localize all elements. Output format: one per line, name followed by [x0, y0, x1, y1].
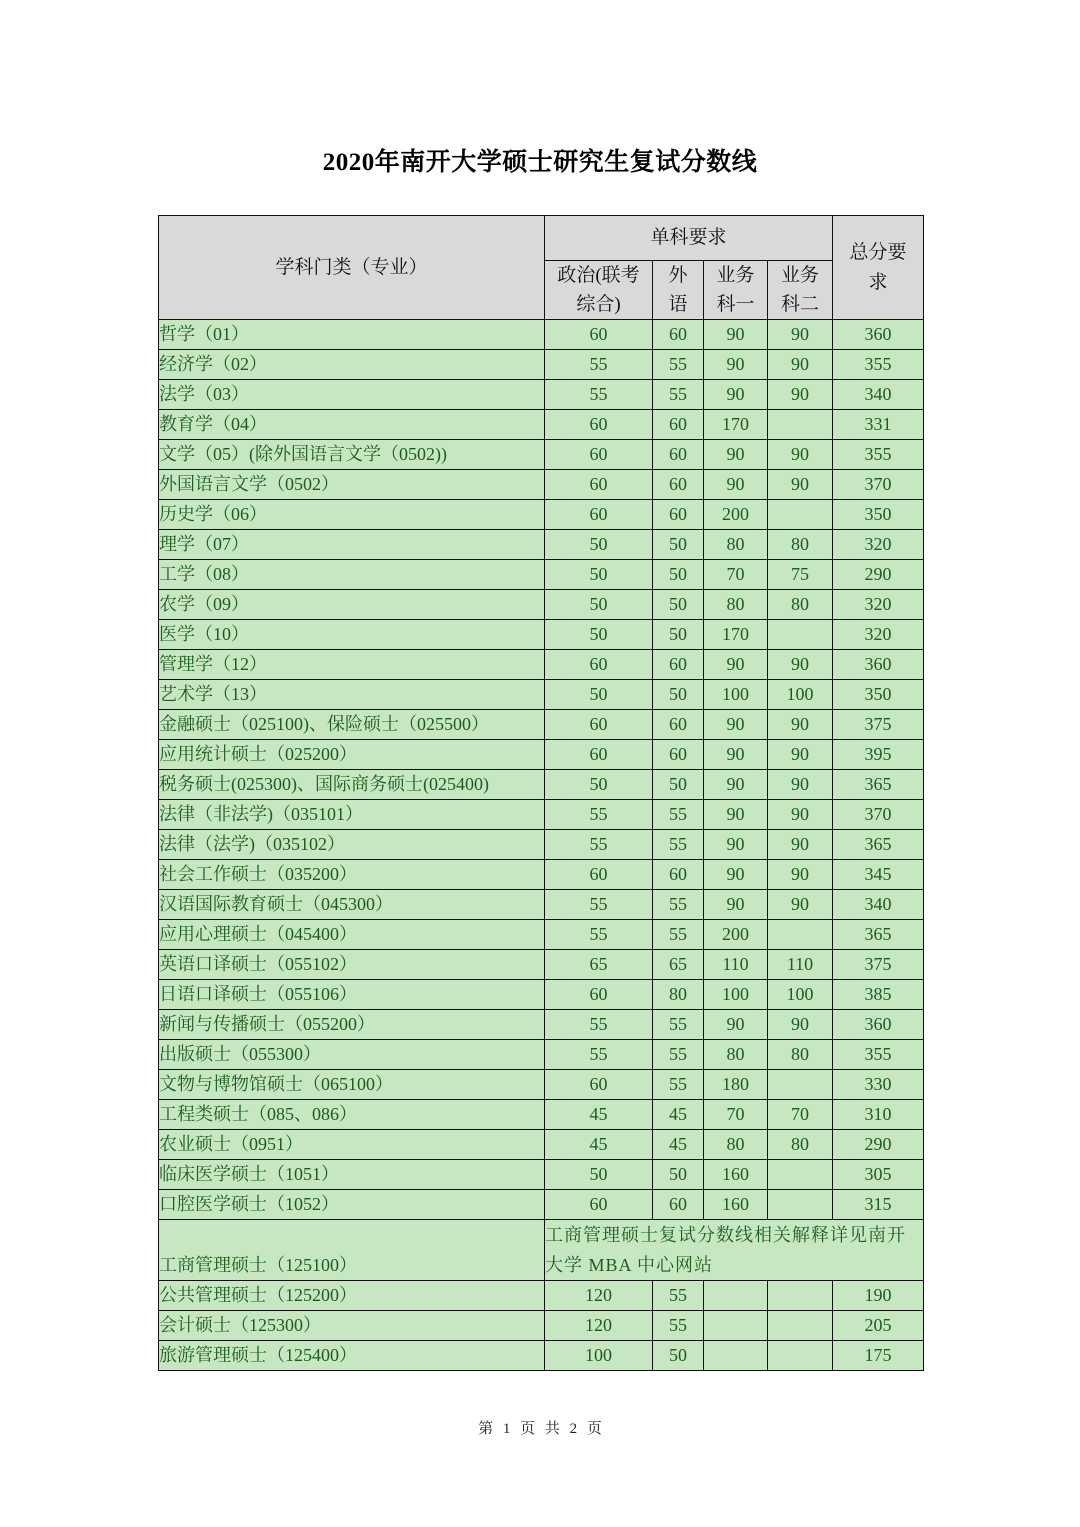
table-row: [159, 710, 924, 740]
cell-subject1: 90: [704, 350, 768, 380]
cell-total: 331: [833, 410, 924, 440]
row-name: 临床医学硕士（1051）: [159, 1160, 545, 1190]
table-row: [159, 1010, 924, 1040]
cell-foreign: 60: [653, 740, 704, 770]
cell-total: 340: [833, 380, 924, 410]
cell-foreign: 60: [653, 500, 704, 530]
cell-subject2: 90: [768, 710, 833, 740]
cell-politics: 55: [545, 1040, 653, 1070]
cell-subject1: [704, 1281, 768, 1311]
cell-subject2: [768, 920, 833, 950]
cell-subject2: [768, 410, 833, 440]
row-name: 日语口译硕士（055106）: [159, 980, 545, 1010]
row-name: 税务硕士(025300)、国际商务硕士(025400): [159, 770, 545, 800]
cell-subject2: [768, 500, 833, 530]
table-row: [159, 650, 924, 680]
cell-politics: 60: [545, 470, 653, 500]
cell-subject2: 90: [768, 650, 833, 680]
cell-total: 370: [833, 470, 924, 500]
header-subject1: [704, 261, 768, 320]
cell-foreign: 55: [653, 1040, 704, 1070]
cell-total: 350: [833, 680, 924, 710]
cell-foreign: 60: [653, 470, 704, 500]
row-name: 文物与博物馆硕士（065100）: [159, 1070, 545, 1100]
table-row: [159, 770, 924, 800]
table-row: [159, 440, 924, 470]
table-header: [159, 216, 924, 320]
row-name: 外国语言文学（0502）: [159, 470, 545, 500]
cell-subject1: 90: [704, 740, 768, 770]
table-row: [159, 890, 924, 920]
cell-total: 345: [833, 860, 924, 890]
cell-subject1: 70: [704, 1100, 768, 1130]
cell-total: 320: [833, 620, 924, 650]
cell-politics: 120: [545, 1311, 653, 1341]
header-total: [833, 216, 924, 320]
cell-foreign: 50: [653, 1160, 704, 1190]
cell-subject2: 70: [768, 1100, 833, 1130]
cell-foreign: 50: [653, 680, 704, 710]
cell-subject1: 90: [704, 1010, 768, 1040]
table-row: [159, 1040, 924, 1070]
table-row: [159, 410, 924, 440]
cell-politics: 50: [545, 620, 653, 650]
cell-politics: 50: [545, 680, 653, 710]
cell-subject2: 100: [768, 680, 833, 710]
header-total-text: 总分要求: [849, 241, 907, 293]
cell-foreign: 55: [653, 380, 704, 410]
row-name: 公共管理硕士（125200）: [159, 1281, 545, 1311]
header-subject2: [768, 261, 833, 320]
cell-politics: 50: [545, 1160, 653, 1190]
cell-politics: 60: [545, 740, 653, 770]
header-subject2-text: 业务科二: [780, 265, 819, 315]
cell-foreign: 45: [653, 1100, 704, 1130]
cell-subject1: 90: [704, 710, 768, 740]
row-name: 工商管理硕士（125100）: [159, 1220, 545, 1281]
row-name: 口腔医学硕士（1052）: [159, 1190, 545, 1220]
cell-total: 370: [833, 800, 924, 830]
cell-politics: 50: [545, 560, 653, 590]
row-name: 教育学（04）: [159, 410, 545, 440]
cell-subject1: 170: [704, 410, 768, 440]
header-category: 学科门类（专业）: [159, 216, 545, 320]
table-row: [159, 1190, 924, 1220]
cell-politics: 55: [545, 830, 653, 860]
row-name: 法律（非法学)（035101）: [159, 800, 545, 830]
cell-subject1: 90: [704, 860, 768, 890]
cell-foreign: 45: [653, 1130, 704, 1160]
mba-section: [159, 1220, 924, 1281]
row-name: 会计硕士（125300）: [159, 1311, 545, 1341]
table-row: [159, 920, 924, 950]
cell-foreign: 65: [653, 950, 704, 980]
cell-foreign: 55: [653, 890, 704, 920]
header-foreign-text: 外语: [668, 265, 688, 315]
cell-subject2: 110: [768, 950, 833, 980]
cell-total: 355: [833, 350, 924, 380]
cell-subject2: 90: [768, 470, 833, 500]
cell-foreign: 50: [653, 590, 704, 620]
table-row: [159, 1341, 924, 1371]
row-name: 旅游管理硕士（125400）: [159, 1341, 545, 1371]
cell-subject1: 90: [704, 770, 768, 800]
row-name: 文学（05）(除外国语言文学（0502)): [159, 440, 545, 470]
row-name: 农学（09）: [159, 590, 545, 620]
cell-politics: 60: [545, 410, 653, 440]
cell-subject1: 90: [704, 890, 768, 920]
row-name: 农业硕士（0951）: [159, 1130, 545, 1160]
cell-subject2: 80: [768, 530, 833, 560]
table-row: [159, 320, 924, 350]
cell-subject2: 90: [768, 740, 833, 770]
cell-politics: 45: [545, 1100, 653, 1130]
cell-subject2: [768, 1160, 833, 1190]
cell-politics: 55: [545, 380, 653, 410]
cell-total: 365: [833, 830, 924, 860]
table-row: [159, 470, 924, 500]
cell-subject2: [768, 1311, 833, 1341]
table-row: [159, 500, 924, 530]
header-foreign: [653, 261, 704, 320]
cell-subject1: 100: [704, 980, 768, 1010]
row-name: 金融硕士（025100)、保险硕士（025500）: [159, 710, 545, 740]
cell-total: 395: [833, 740, 924, 770]
cell-foreign: 55: [653, 1070, 704, 1100]
cell-total: 290: [833, 560, 924, 590]
cell-subject1: 160: [704, 1160, 768, 1190]
cell-politics: 50: [545, 530, 653, 560]
cell-foreign: 55: [653, 830, 704, 860]
page-title: 2020年南开大学硕士研究生复试分数线: [322, 149, 758, 176]
cell-total: 205: [833, 1311, 924, 1341]
header-subject1-text: 业务科一: [716, 265, 755, 315]
cell-subject1: 180: [704, 1070, 768, 1100]
table-row: [159, 1281, 924, 1311]
cell-subject2: 90: [768, 770, 833, 800]
table-row: [159, 830, 924, 860]
row-name: 工学（08）: [159, 560, 545, 590]
cell-subject1: 110: [704, 950, 768, 980]
cell-politics: 60: [545, 440, 653, 470]
header-single-subject: 单科要求: [545, 216, 833, 261]
cell-subject2: [768, 1281, 833, 1311]
table-row-mba: [159, 1220, 924, 1281]
table-row: [159, 350, 924, 380]
cell-total: 355: [833, 440, 924, 470]
cell-subject1: 80: [704, 1040, 768, 1070]
cell-politics: 60: [545, 860, 653, 890]
cell-total: 355: [833, 1040, 924, 1070]
cell-subject2: 90: [768, 800, 833, 830]
cell-subject2: 90: [768, 830, 833, 860]
cell-total: 305: [833, 1160, 924, 1190]
page-footer: 第 1 页 共 2 页: [478, 1421, 602, 1437]
cell-total: 320: [833, 530, 924, 560]
cell-foreign: 50: [653, 770, 704, 800]
cell-politics: 100: [545, 1341, 653, 1371]
cell-subject1: [704, 1311, 768, 1341]
cell-subject1: 80: [704, 1130, 768, 1160]
row-name: 管理学（12）: [159, 650, 545, 680]
cell-foreign: 60: [653, 1190, 704, 1220]
cell-total: 360: [833, 320, 924, 350]
cell-total: 320: [833, 590, 924, 620]
row-name: 法律（法学)（035102）: [159, 830, 545, 860]
cell-politics: 60: [545, 1070, 653, 1100]
cell-subject2: [768, 1070, 833, 1100]
row-name: 哲学（01）: [159, 320, 545, 350]
cell-foreign: 60: [653, 320, 704, 350]
table-row: [159, 620, 924, 650]
cell-total: 330: [833, 1070, 924, 1100]
cell-foreign: 50: [653, 530, 704, 560]
row-name: 法学（03）: [159, 380, 545, 410]
cell-subject1: 90: [704, 800, 768, 830]
table-row: [159, 740, 924, 770]
cell-total: 190: [833, 1281, 924, 1311]
cell-subject1: 100: [704, 680, 768, 710]
cell-politics: 60: [545, 980, 653, 1010]
cell-subject2: 80: [768, 1130, 833, 1160]
cell-subject1: 170: [704, 620, 768, 650]
cell-total: 375: [833, 950, 924, 980]
cell-total: 360: [833, 650, 924, 680]
cell-politics: 55: [545, 1010, 653, 1040]
row-name: 新闻与传播硕士（055200）: [159, 1010, 545, 1040]
row-name: 理学（07）: [159, 530, 545, 560]
cell-subject1: 90: [704, 470, 768, 500]
cell-subject1: 80: [704, 530, 768, 560]
cell-subject2: 90: [768, 890, 833, 920]
row-name: 应用统计硕士（025200）: [159, 740, 545, 770]
cell-foreign: 55: [653, 1010, 704, 1040]
cell-subject2: 80: [768, 590, 833, 620]
cell-total: 340: [833, 890, 924, 920]
cell-foreign: 50: [653, 1341, 704, 1371]
cell-foreign: 50: [653, 620, 704, 650]
mba-note: 工商管理硕士复试分数线相关解释详见南开大学 MBA 中心网站: [545, 1220, 924, 1281]
cell-politics: 45: [545, 1130, 653, 1160]
cell-total: 290: [833, 1130, 924, 1160]
cell-subject2: [768, 1341, 833, 1371]
row-name: 经济学（02）: [159, 350, 545, 380]
cell-politics: 50: [545, 590, 653, 620]
row-name: 艺术学（13）: [159, 680, 545, 710]
table-row: [159, 1311, 924, 1341]
cell-politics: 55: [545, 920, 653, 950]
header-politics: [545, 261, 653, 320]
table-row: [159, 680, 924, 710]
cell-politics: 120: [545, 1281, 653, 1311]
table-row: [159, 560, 924, 590]
cell-foreign: 55: [653, 1311, 704, 1341]
cell-foreign: 60: [653, 710, 704, 740]
table-row: [159, 1070, 924, 1100]
cell-total: 375: [833, 710, 924, 740]
row-name: 历史学（06）: [159, 500, 545, 530]
cell-subject1: 90: [704, 440, 768, 470]
cell-subject2: 90: [768, 350, 833, 380]
cell-total: 360: [833, 1010, 924, 1040]
cell-total: 315: [833, 1190, 924, 1220]
cell-subject2: 80: [768, 1040, 833, 1070]
cell-politics: 50: [545, 770, 653, 800]
cell-subject2: [768, 1190, 833, 1220]
table-row: [159, 950, 924, 980]
cell-subject1: 90: [704, 830, 768, 860]
cell-subject2: 75: [768, 560, 833, 590]
row-name: 工程类硕士（085、086）: [159, 1100, 545, 1130]
table-row: [159, 980, 924, 1010]
table-row: [159, 530, 924, 560]
cell-politics: 60: [545, 320, 653, 350]
cell-politics: 55: [545, 350, 653, 380]
table-tail: [159, 1281, 924, 1371]
cell-foreign: 50: [653, 560, 704, 590]
table-row: [159, 1160, 924, 1190]
cell-foreign: 55: [653, 920, 704, 950]
header-politics-text: 政治(联考综合): [557, 265, 640, 315]
table-row: [159, 380, 924, 410]
cell-politics: 60: [545, 650, 653, 680]
cell-foreign: 60: [653, 650, 704, 680]
table-row: [159, 1100, 924, 1130]
cell-subject2: 90: [768, 380, 833, 410]
cell-total: 310: [833, 1100, 924, 1130]
cell-total: 175: [833, 1341, 924, 1371]
row-name: 社会工作硕士（035200）: [159, 860, 545, 890]
score-table: [158, 215, 924, 1371]
cell-subject1: 90: [704, 650, 768, 680]
cell-subject1: 70: [704, 560, 768, 590]
cell-foreign: 80: [653, 980, 704, 1010]
row-name: 英语口译硕士（055102）: [159, 950, 545, 980]
cell-subject1: 80: [704, 590, 768, 620]
cell-subject2: [768, 620, 833, 650]
cell-foreign: 55: [653, 1281, 704, 1311]
cell-politics: 60: [545, 500, 653, 530]
cell-total: 365: [833, 770, 924, 800]
cell-foreign: 55: [653, 800, 704, 830]
cell-subject1: [704, 1341, 768, 1371]
cell-politics: 65: [545, 950, 653, 980]
cell-politics: 55: [545, 800, 653, 830]
cell-foreign: 60: [653, 410, 704, 440]
cell-politics: 60: [545, 710, 653, 740]
cell-foreign: 60: [653, 860, 704, 890]
cell-subject2: 90: [768, 320, 833, 350]
cell-subject2: 90: [768, 440, 833, 470]
cell-foreign: 55: [653, 350, 704, 380]
table-body: [159, 320, 924, 1220]
cell-total: 385: [833, 980, 924, 1010]
cell-politics: 60: [545, 1190, 653, 1220]
cell-subject1: 90: [704, 380, 768, 410]
cell-subject2: 90: [768, 860, 833, 890]
table-row: [159, 860, 924, 890]
cell-subject2: 90: [768, 1010, 833, 1040]
cell-total: 350: [833, 500, 924, 530]
cell-subject2: 100: [768, 980, 833, 1010]
cell-politics: 55: [545, 890, 653, 920]
cell-subject1: 200: [704, 920, 768, 950]
cell-subject1: 200: [704, 500, 768, 530]
row-name: 应用心理硕士（045400）: [159, 920, 545, 950]
cell-foreign: 60: [653, 440, 704, 470]
cell-subject1: 90: [704, 320, 768, 350]
cell-total: 365: [833, 920, 924, 950]
table-row: [159, 800, 924, 830]
cell-subject1: 160: [704, 1190, 768, 1220]
table-row: [159, 1130, 924, 1160]
table-row: [159, 590, 924, 620]
row-name: 出版硕士（055300）: [159, 1040, 545, 1070]
row-name: 汉语国际教育硕士（045300）: [159, 890, 545, 920]
row-name: 医学（10）: [159, 620, 545, 650]
